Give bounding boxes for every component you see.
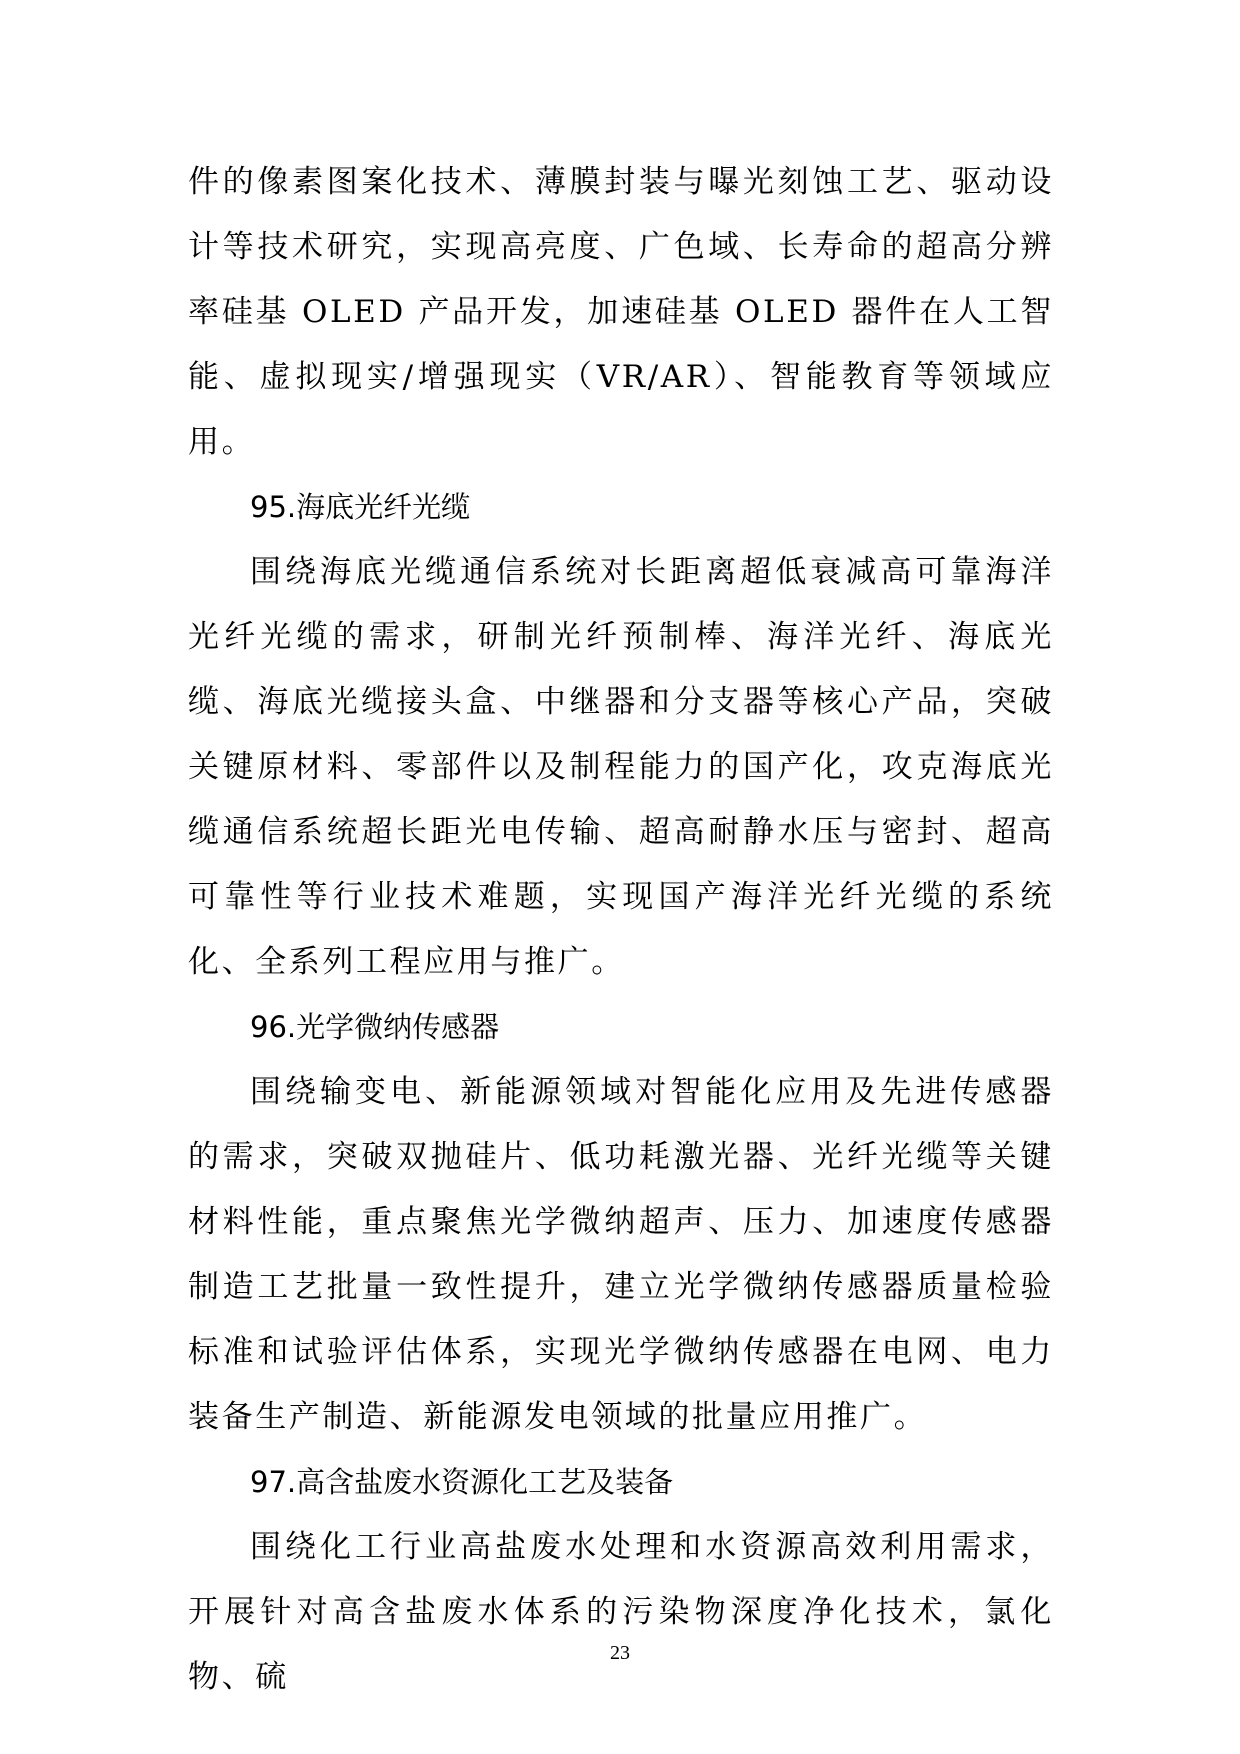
section-body-97: 围绕化工行业高盐废水处理和水资源高效利用需求，开展针对高含盐废水体系的污染物深度净化技术，氯化物、硫 — [188, 1529, 1054, 1695]
section-heading-96: 96.光学微纳传感器 — [250, 1010, 500, 1044]
continuation-paragraph: 件的像素图案化技术、薄膜封装与曝光刻蚀工艺、驱动设计等技术研究，实现高亮度、广色域、长寿命的超高分辨率硅基 OLED 产品开发，加速硅基 OLED 器件在人工智能、虚拟现实/增强现实（VR/AR）、智能教育等领域应用。 — [188, 164, 1054, 460]
section-heading-97: 97.高含盐废水资源化工艺及装备 — [250, 1465, 674, 1499]
section-body-95: 围绕海底光缆通信系统对长距离超低衰减高可靠海洋光纤光缆的需求，研制光纤预制棒、海洋光纤、海底光缆、海底光缆接头盒、中继器和分支器等核心产品，突破关键原材料、零部件以及制程能力的国产化，攻克海底光缆通信系统超长距光电传输、超高耐静水压与密封、超高可靠性等行业技术难题，实现国产海洋光纤光缆的系统化、全系列工程应用与推广。 — [188, 554, 1054, 980]
page-number: 23 — [610, 1642, 630, 1664]
page-content — [188, 150, 1054, 1710]
section-heading-95: 95.海底光纤光缆 — [250, 490, 471, 524]
section-body-96: 围绕输变电、新能源领域对智能化应用及先进传感器的需求，突破双抛硅片、低功耗激光器、光纤光缆等关键材料性能，重点聚焦光学微纳超声、压力、加速度传感器制造工艺批量一致性提升，建立光学微纳传感器质量检验标准和试验评估体系，实现光学微纳传感器在电网、电力装备生产制造、新能源发电领域的批量应用推广。 — [188, 1074, 1054, 1435]
